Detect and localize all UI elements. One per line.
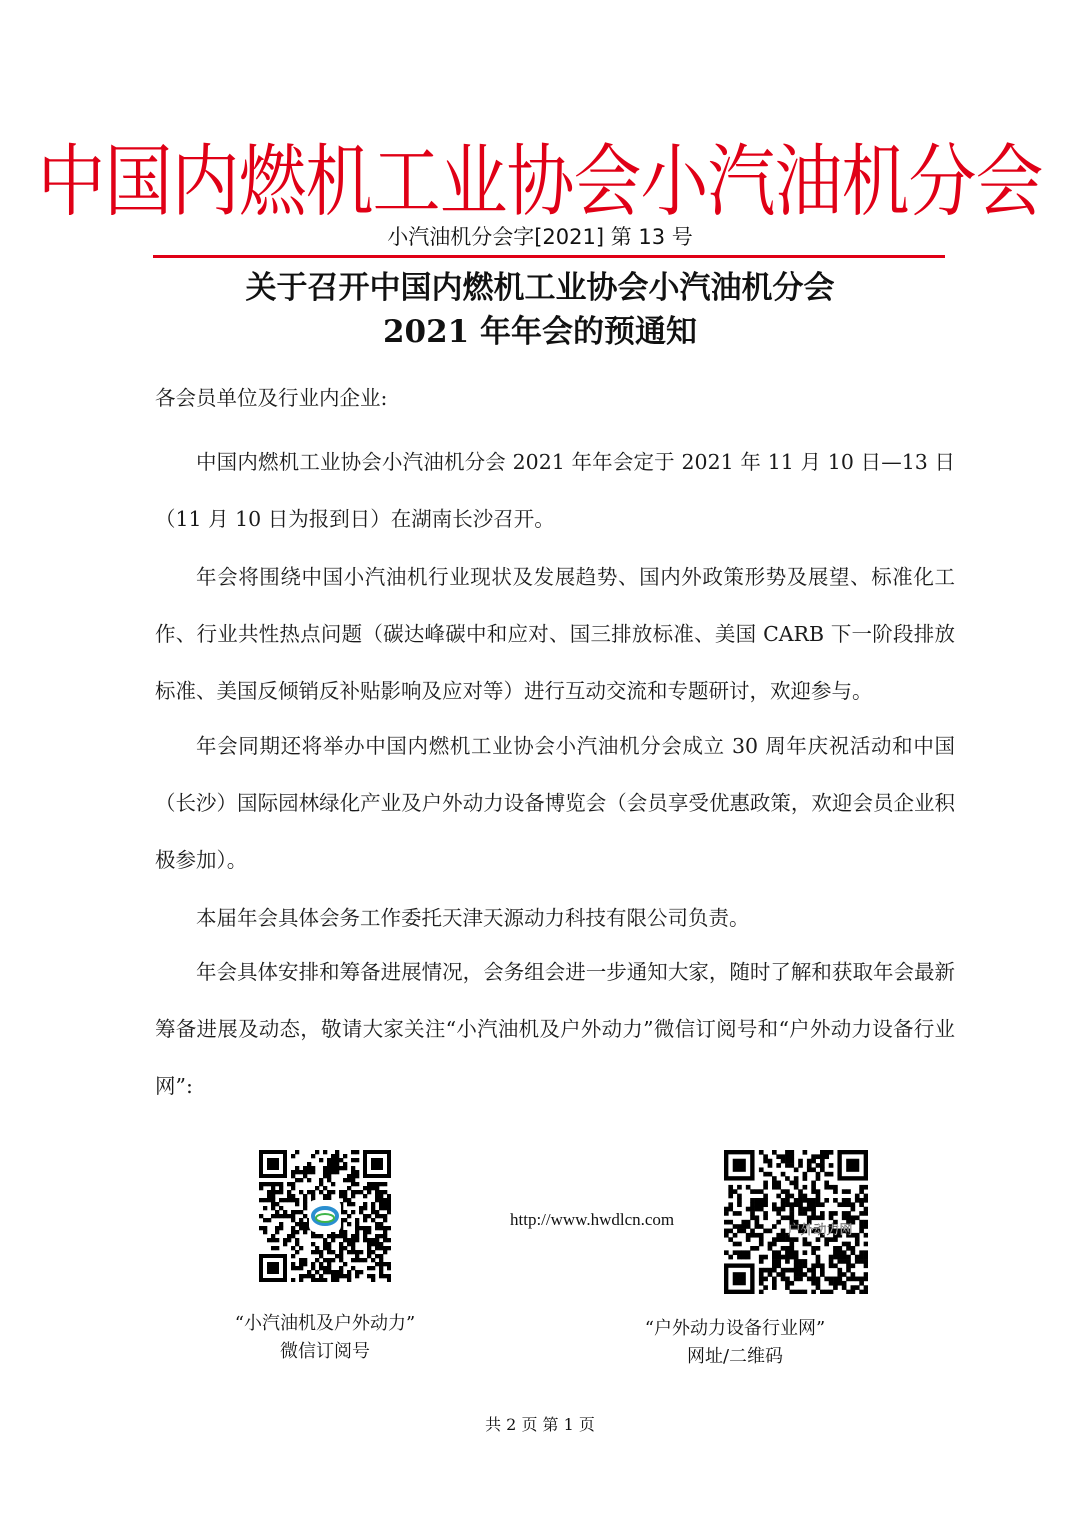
wechat-caption [180, 1310, 470, 1366]
paragraph-organizer: 本届年会具体会务工作委托天津天源动力科技有限公司负责。 [196, 906, 750, 930]
notice-title-line-2: 2021 年年会的预通知 [382, 314, 698, 350]
wechat-qr-code[interactable] [259, 1150, 391, 1282]
red-divider-line [153, 255, 945, 258]
website-caption [570, 1315, 900, 1371]
website-caption-line-1: “户外动力设备行业网” [644, 1318, 826, 1339]
organization-title: 中国内燃机工业协会小汽油机分会 [37, 137, 1043, 229]
website-caption-line-2: 网址/二维码 [686, 1346, 784, 1367]
paragraph-follow: 年会具体安排和筹备进展情况，会务组会进一步通知大家，随时了解和获取年会最新筹备进展及动态，敬请大家关注“小汽油机及户外动力”微信订阅号和“户外动力设备行业网”: [155, 960, 955, 1098]
notice-title-line-1: 关于召开中国内燃机工业协会小汽油机分会 [245, 270, 835, 306]
qr-watermark-text: 户外动力网 [787, 1223, 853, 1238]
page-footer: 共 2 页 第 1 页 [485, 1415, 595, 1434]
wechat-caption-line-2: 微信订阅号 [280, 1341, 370, 1362]
wechat-logo-icon [309, 1200, 341, 1232]
website-url[interactable]: http://www.hwdlcn.com [510, 1210, 675, 1229]
paragraph-topics: 年会将围绕中国小汽油机行业现状及发展趋势、国内外政策形势及展望、标准化工作、行业共性热点问题（碳达峰碳中和应对、国三排放标准、美国 CARB 下一阶段排放标准、美国反倾销反补贴影响及应对等）进行互动交流和专题研讨，欢迎参与。 [155, 565, 955, 703]
wechat-caption-line-1: “小汽油机及户外动力” [234, 1313, 416, 1334]
paragraph-events: 年会同期还将举办中国内燃机工业协会小汽油机分会成立 30 周年庆祝活动和中国（长沙）国际园林绿化产业及户外动力设备博览会（会员享受优惠政策，欢迎会员企业积极参加）。 [155, 734, 955, 872]
document-number: 小汽油机分会字[2021] 第 13 号 [387, 225, 693, 249]
website-qr-code[interactable] [724, 1150, 868, 1294]
greeting: 各会员单位及行业内企业: [155, 386, 388, 410]
paragraph-schedule: 中国内燃机工业协会小汽油机分会 2021 年年会定于 2021 年 11 月 10 日—13 日（11 月 10 日为报到日）在湖南长沙召开。 [155, 450, 955, 531]
